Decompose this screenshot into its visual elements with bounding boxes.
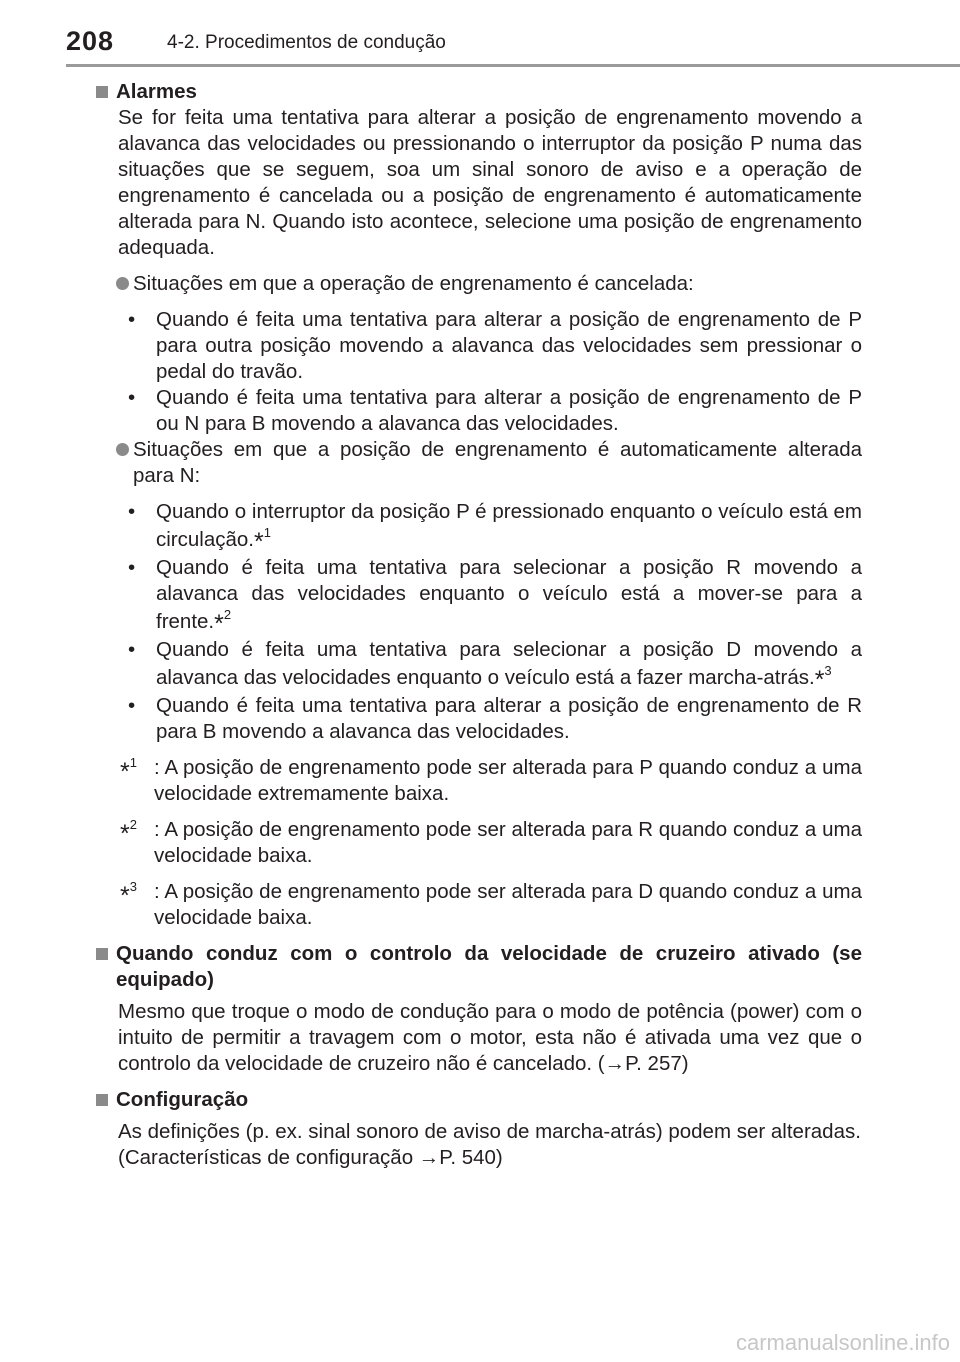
section-heading-configuracao: Configuração [96, 1087, 862, 1113]
square-bullet-icon [96, 86, 108, 98]
list-item: • Quando é feita uma tentativa para alterar a posição de engrenamento de P ou N para B movendo a alavanca das velocidades. [128, 386, 862, 435]
footnote-1: *$^1$ : A posição de engrenamento pode ser alterada para P quando conduz a uma velocidade extremamente baixa. [120, 755, 862, 805]
list-item: • Quando é feita uma tentativa para alterar a posição de engrenamento de R para B movendo a alavanca das velocidades. [128, 694, 862, 743]
page-header [0, 0, 960, 66]
watermark: carmanualsonline.info [735, 1330, 950, 1355]
list-item: • Quando o interruptor da posição P é pressionado enquanto o veículo está em circulação.*$^1$ [128, 500, 862, 556]
chapter-title: 4-2. Procedimentos de condução [167, 32, 446, 53]
page-content [96, 79, 862, 1171]
configuracao-reference: (Características de configuração →P. 540) [118, 1146, 503, 1169]
auto-situations-heading: Situações em que a posição de engrenamento é automaticamente alterada para N: [116, 437, 862, 489]
square-bullet-icon [96, 948, 108, 960]
cruzeiro-body: Mesmo que troque o modo de condução para o modo de potência (power) com o intuito de permitir a travagem com o motor, esta não é ativada uma vez que o controlo da velocidade de cruzeiro não é cancelado. (→P. 257) [118, 1000, 862, 1075]
page-number: 208 [66, 26, 115, 56]
square-bullet-icon [96, 1094, 108, 1106]
list-item: • Quando é feita uma tentativa para alterar a posição de engrenamento de P para outra posição movendo a alavanca das velocidades sem pressionar o pedal do travão. [128, 308, 862, 383]
section-heading-alarmes: Alarmes [96, 79, 862, 105]
alarmes-body: Se for feita uma tentativa para alterar a posição de engrenamento movendo a alavanca das velocidades ou pressionando o interruptor da posição P numa das situações que se seguem, soa um sinal sonoro de aviso e a operação de engrenamento é cancelada ou a posição de engrenamento é automaticamente alterada para N. Quando isto acontece, selecione uma posição de engrenamento adequada. [118, 106, 862, 259]
section-heading-cruzeiro: Quando conduz com o controlo da velocidade de cruzeiro ativado (se equipado) [96, 941, 862, 993]
list-item: • Quando é feita uma tentativa para selecionar a posição R movendo a alavanca das velocidades enquanto o veículo está a mover-se para a frente.*$^2$ [128, 556, 862, 638]
cancel-situations-heading: Situações em que a operação de engrenamento é cancelada: [116, 271, 862, 297]
header-rule [66, 64, 960, 67]
configuracao-body: As definições (p. ex. sinal sonoro de aviso de marcha-atrás) podem ser alteradas. [118, 1120, 861, 1143]
list-item: • Quando é feita uma tentativa para selecionar a posição D movendo a alavanca das velocidades enquanto o veículo está a fazer marcha-atrás.*$^3$ [128, 638, 862, 694]
circle-bullet-icon [116, 277, 129, 290]
circle-bullet-icon [116, 443, 129, 456]
footnote-2: *$^2$ : A posição de engrenamento pode ser alterada para R quando conduz a uma velocidade baixa. [120, 817, 862, 867]
footnote-3: *$^3$ : A posição de engrenamento pode ser alterada para D quando conduz a uma velocidade baixa. [120, 879, 862, 929]
